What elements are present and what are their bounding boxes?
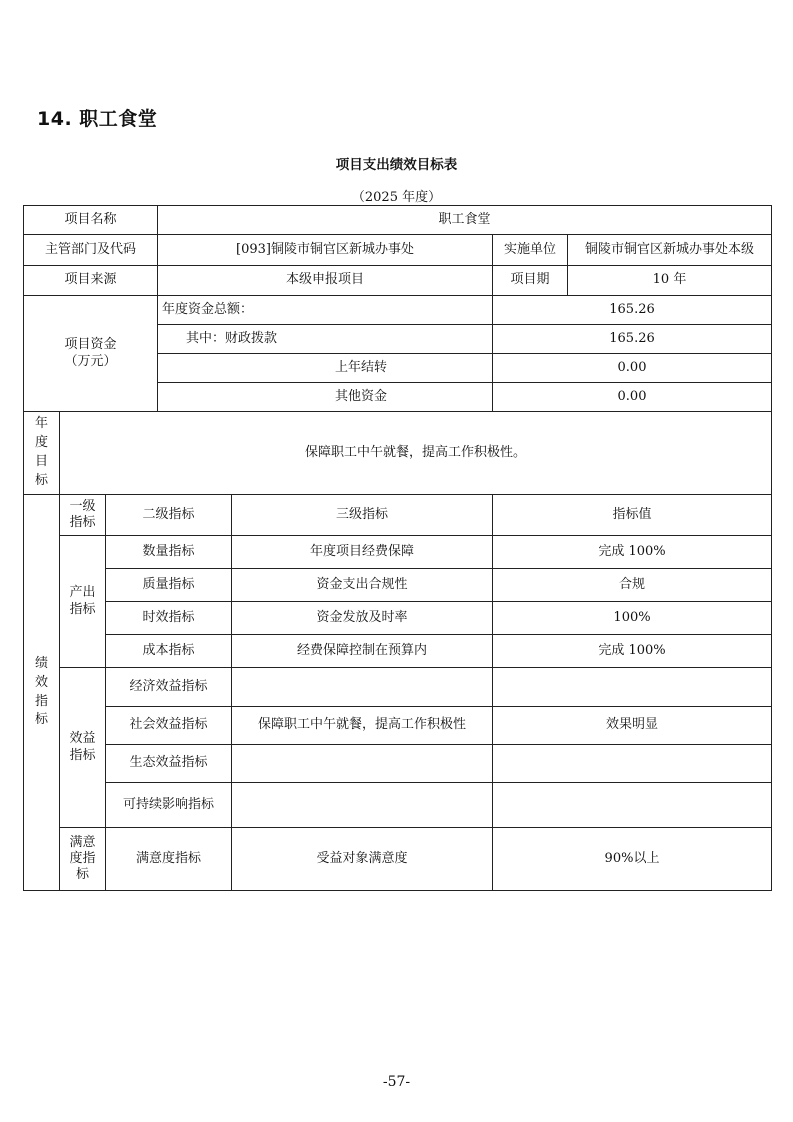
period-label: 项目期 — [493, 266, 568, 296]
output-indicator-label: 产出 指标 — [60, 536, 106, 668]
level3-cell: 资金发放及时率 — [232, 602, 493, 635]
value-cell — [493, 668, 772, 707]
funds-row-label: 其他资金 — [158, 383, 493, 412]
table-row — [24, 412, 772, 495]
table-row — [24, 296, 772, 325]
level3-cell: 年度项目经费保障 — [232, 536, 493, 569]
funds-row-label: 上年结转 — [158, 354, 493, 383]
level2-cell: 成本指标 — [106, 635, 232, 668]
table-row — [24, 783, 772, 828]
funds-row-label: 其中：财政拨款 — [158, 325, 493, 354]
source-label: 项目来源 — [24, 266, 158, 296]
value-cell: 90%以上 — [493, 828, 772, 891]
annual-goal-label: 年 度 目 标 — [24, 412, 60, 495]
table-title: 项目支出绩效目标表 — [335, 157, 458, 173]
table-row — [24, 235, 772, 266]
table-row — [24, 602, 772, 635]
level3-cell — [232, 668, 493, 707]
level2-cell: 经济效益指标 — [106, 668, 232, 707]
table-row — [24, 536, 772, 569]
value-header: 指标值 — [493, 495, 772, 536]
level2-cell: 数量指标 — [106, 536, 232, 569]
page-number: -57- — [382, 1074, 411, 1090]
table-row — [24, 828, 772, 891]
period-value: 10 年 — [568, 266, 772, 296]
level3-cell: 保障职工中午就餐，提高工作积极性 — [232, 707, 493, 745]
level3-header: 三级指标 — [232, 495, 493, 536]
funds-row-value: 165.26 — [493, 296, 772, 325]
table-row — [24, 635, 772, 668]
level3-cell: 经费保障控制在预算内 — [232, 635, 493, 668]
funds-label-line2: （万元） — [64, 353, 117, 369]
value-cell — [493, 745, 772, 783]
benefit-indicator-label: 效益 指标 — [60, 668, 106, 828]
level1-header: 一级 指标 — [60, 495, 106, 536]
table-row — [24, 206, 772, 235]
value-cell: 100% — [493, 602, 772, 635]
table-row — [24, 745, 772, 783]
level2-cell: 生态效益指标 — [106, 745, 232, 783]
table-row — [24, 668, 772, 707]
impl-unit-label: 实施单位 — [493, 235, 568, 266]
funds-row-value: 0.00 — [493, 383, 772, 412]
level2-header: 二级指标 — [106, 495, 232, 536]
source-value: 本级申报项目 — [158, 266, 493, 296]
performance-target-table — [23, 205, 772, 891]
table-row — [24, 495, 772, 536]
performance-label: 绩 效 指 标 — [24, 495, 60, 891]
level3-cell — [232, 745, 493, 783]
value-cell: 合规 — [493, 569, 772, 602]
level2-cell: 时效指标 — [106, 602, 232, 635]
funds-row-label: 年度资金总额： — [158, 296, 493, 325]
table-row — [24, 707, 772, 745]
annual-goal-text: 保障职工中午就餐，提高工作积极性。 — [60, 412, 772, 495]
dept-label: 主管部门及代码 — [24, 235, 158, 266]
level2-cell: 满意度指标 — [106, 828, 232, 891]
dept-value: [093]铜陵市铜官区新城办事处 — [158, 235, 493, 266]
level3-cell: 受益对象满意度 — [232, 828, 493, 891]
value-cell: 完成 100% — [493, 635, 772, 668]
year-note: （2025 年度） — [351, 190, 442, 205]
level2-cell: 社会效益指标 — [106, 707, 232, 745]
level2-cell: 质量指标 — [106, 569, 232, 602]
project-name-value: 职工食堂 — [158, 206, 772, 235]
funds-label — [24, 296, 158, 412]
level2-cell: 可持续影响指标 — [106, 783, 232, 828]
impl-unit-value: 铜陵市铜官区新城办事处本级 — [568, 235, 772, 266]
section-heading: 14. 职工食堂 — [37, 108, 158, 130]
level3-cell — [232, 783, 493, 828]
value-cell — [493, 783, 772, 828]
funds-row-value: 0.00 — [493, 354, 772, 383]
value-cell: 效果明显 — [493, 707, 772, 745]
satisfaction-indicator-label: 满意 度指 标 — [60, 828, 106, 891]
level3-cell: 资金支出合规性 — [232, 569, 493, 602]
table-row — [24, 266, 772, 296]
table-row — [24, 569, 772, 602]
value-cell: 完成 100% — [493, 536, 772, 569]
funds-label-line1: 项目资金 — [64, 337, 117, 353]
project-name-label: 项目名称 — [24, 206, 158, 235]
funds-row-value: 165.26 — [493, 325, 772, 354]
